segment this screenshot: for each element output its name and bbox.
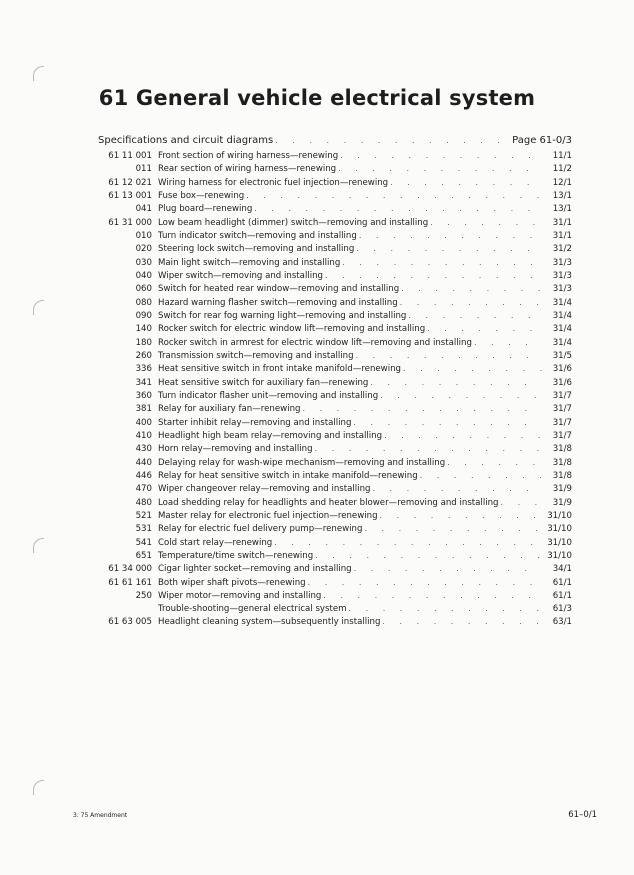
entry-page: 31/10 bbox=[547, 537, 572, 548]
leader-dots bbox=[306, 576, 542, 589]
contents-entry bbox=[98, 282, 572, 295]
entry-page: 31/10 bbox=[547, 510, 572, 521]
leader-dots bbox=[378, 509, 542, 522]
leader-dots bbox=[301, 402, 543, 415]
entry-number: 470 bbox=[135, 484, 152, 495]
entry-number: 440 bbox=[135, 457, 152, 468]
entry-number: 521 bbox=[135, 510, 152, 521]
leader-dots bbox=[347, 602, 542, 615]
entry-number: 011 bbox=[135, 164, 152, 175]
contents-entry bbox=[98, 562, 572, 575]
entry-title: Headlight high beam relay—removing and installing bbox=[158, 430, 383, 441]
contents-entry bbox=[98, 176, 572, 189]
entry-page: 31/3 bbox=[552, 270, 572, 281]
leader-dots bbox=[321, 589, 542, 602]
entry-title: Rocker switch for electric window lift—removing and installing bbox=[158, 324, 426, 335]
entry-number: 541 bbox=[135, 537, 152, 548]
leader-dots bbox=[340, 256, 542, 269]
entry-number: 260 bbox=[135, 350, 152, 361]
entry-number: 360 bbox=[135, 390, 152, 401]
contents-entry bbox=[98, 336, 572, 349]
contents-entry bbox=[98, 189, 572, 202]
contents-entry bbox=[98, 469, 572, 482]
entry-number: 060 bbox=[135, 284, 152, 295]
entry-title: Turn indicator switch—removing and installing bbox=[158, 230, 357, 241]
entry-number: 61 31 000 bbox=[108, 217, 152, 228]
contents-entry bbox=[98, 389, 572, 402]
entry-number: 61 61 161 bbox=[108, 577, 152, 588]
contents-entry bbox=[98, 349, 572, 362]
leader-dots bbox=[362, 522, 542, 535]
entry-page: 31/2 bbox=[552, 244, 572, 255]
leader-dots bbox=[368, 376, 542, 389]
contents-entry bbox=[98, 229, 572, 242]
punch-hole-mark bbox=[33, 300, 44, 315]
entry-page: 31/1 bbox=[552, 217, 572, 228]
entry-page: 31/3 bbox=[552, 257, 572, 268]
entry-number: 250 bbox=[135, 590, 152, 601]
entry-title: Steering lock switch—removing and installing bbox=[158, 244, 355, 255]
leader-dots bbox=[244, 189, 542, 202]
entry-number: 430 bbox=[135, 444, 152, 455]
entry-title: Wiper changeover relay—removing and installing bbox=[158, 484, 371, 495]
entry-title: Load shedding relay for headlights and heater blower—removing and installing bbox=[158, 497, 499, 508]
entry-page: 63/1 bbox=[552, 617, 572, 628]
contents-entry bbox=[98, 322, 572, 335]
entry-page: 61/1 bbox=[552, 590, 572, 601]
entry-page: 31/6 bbox=[552, 364, 572, 375]
contents-entry bbox=[98, 442, 572, 455]
entry-page: 31/1 bbox=[552, 230, 572, 241]
entry-title: Headlight cleaning system—subsequently installing bbox=[158, 617, 381, 628]
contents-entry bbox=[98, 482, 572, 495]
contents-entry bbox=[98, 429, 572, 442]
leader-dots bbox=[354, 242, 542, 255]
entry-number: 080 bbox=[135, 297, 152, 308]
entry-title: Trouble-shooting—general electrical system bbox=[158, 604, 347, 615]
entry-number: 61 63 005 bbox=[108, 617, 152, 628]
entry-number: 61 34 000 bbox=[108, 564, 152, 575]
entry-number: 020 bbox=[135, 244, 152, 255]
entry-number: 61 13 001 bbox=[108, 190, 152, 201]
contents-entry bbox=[98, 242, 572, 255]
entry-page: 31/7 bbox=[552, 390, 572, 401]
entry-title: Rear section of wiring harness—renewing bbox=[158, 164, 337, 175]
entry-page: 11/2 bbox=[552, 164, 572, 175]
entry-number: 180 bbox=[135, 337, 152, 348]
entry-title: Front section of wiring harness—renewing bbox=[158, 151, 339, 161]
leader-dots bbox=[406, 309, 542, 322]
entry-number: 090 bbox=[135, 310, 152, 321]
leader-dots bbox=[352, 562, 542, 575]
entry-number: 336 bbox=[135, 364, 152, 375]
entry-page: 13/1 bbox=[552, 204, 572, 215]
entry-page: 13/1 bbox=[552, 190, 572, 201]
contents-entry bbox=[98, 496, 572, 509]
contents-entry bbox=[98, 536, 572, 549]
entry-title: Switch for rear fog warning light—removing and installing bbox=[158, 310, 407, 321]
entry-number: 61 11 001 bbox=[108, 151, 152, 161]
entry-page: 31/7 bbox=[552, 430, 572, 441]
contents-entry bbox=[98, 589, 572, 602]
entry-title: Switch for heated rear window—removing and installing bbox=[158, 284, 400, 295]
entry-page: 31/3 bbox=[552, 284, 572, 295]
entry-title: Rocker switch in armrest for electric window lift—removing and installing bbox=[158, 337, 472, 348]
leader-dots bbox=[272, 536, 542, 549]
leader-dots bbox=[313, 549, 542, 562]
entry-number: 446 bbox=[135, 470, 152, 481]
entry-number: 140 bbox=[135, 324, 152, 335]
entry-page: 31/9 bbox=[552, 484, 572, 495]
page-title: 61 General vehicle electrical system bbox=[98, 86, 536, 110]
contents-entry bbox=[98, 309, 572, 322]
entry-page: 31/10 bbox=[547, 524, 572, 535]
leader-dots bbox=[499, 496, 543, 509]
entry-number: 040 bbox=[135, 270, 152, 281]
entry-title: Cigar lighter socket—removing and installing bbox=[158, 564, 352, 575]
contents-entry bbox=[98, 162, 572, 175]
leader-dots bbox=[388, 176, 542, 189]
entry-number: 531 bbox=[135, 524, 152, 535]
entry-number: 400 bbox=[135, 417, 152, 428]
entry-page: 61/1 bbox=[552, 577, 572, 588]
contents-entry bbox=[98, 269, 572, 282]
contents-entry bbox=[98, 522, 572, 535]
entry-number: 341 bbox=[135, 377, 152, 388]
entry-page: 31/8 bbox=[552, 444, 572, 455]
entry-number: 041 bbox=[135, 204, 152, 215]
contents-entry bbox=[98, 202, 572, 215]
leader-dots bbox=[323, 269, 542, 282]
entry-page: 12/1 bbox=[552, 177, 572, 188]
entry-title: Low beam headlight (dimmer) switch—removing and installing bbox=[158, 217, 429, 228]
contents-entry bbox=[98, 456, 572, 469]
punch-hole-mark bbox=[33, 538, 44, 553]
footer-page-number: 61–0/1 bbox=[568, 810, 597, 820]
contents-entry bbox=[98, 216, 572, 229]
entry-number: 480 bbox=[135, 497, 152, 508]
leader-dots bbox=[398, 296, 542, 309]
leader-dots bbox=[472, 336, 542, 349]
specifications-row bbox=[98, 134, 572, 148]
entry-page: 31/4 bbox=[552, 337, 572, 348]
entry-page: 31/4 bbox=[552, 297, 572, 308]
entry-number: 381 bbox=[135, 404, 152, 415]
entry-title: Relay for auxiliary fan—renewing bbox=[158, 404, 301, 415]
leader-dots bbox=[418, 469, 542, 482]
entry-title: Wiper motor—removing and installing bbox=[158, 590, 322, 601]
entry-page: 31/7 bbox=[552, 404, 572, 415]
entry-title: Delaying relay for wash-wipe mechanism—removing and installing bbox=[158, 457, 446, 468]
entry-title: Fuse box—renewing bbox=[158, 190, 245, 201]
entry-title: Both wiper shaft pivots—renewing bbox=[158, 577, 306, 588]
entry-title: Cold start relay—renewing bbox=[158, 537, 273, 548]
leader-dots bbox=[313, 442, 542, 455]
contents-entry bbox=[98, 549, 572, 562]
entry-title: Plug board—renewing bbox=[158, 204, 253, 215]
entry-page: 31/4 bbox=[552, 324, 572, 335]
contents-entry bbox=[98, 402, 572, 415]
contents-entry bbox=[98, 149, 572, 162]
entry-title: Main light switch—removing and installing bbox=[158, 257, 341, 268]
entry-number: 410 bbox=[135, 430, 152, 441]
entry-title: Hazard warning flasher switch—removing and installing bbox=[158, 297, 398, 308]
leader-dots bbox=[357, 229, 542, 242]
entry-title: Temperature/time switch—renewing bbox=[158, 550, 314, 561]
contents-entry bbox=[98, 602, 572, 615]
entry-title: Wiper switch—removing and installing bbox=[158, 270, 324, 281]
entry-page: 31/6 bbox=[552, 377, 572, 388]
contents-entry bbox=[98, 576, 572, 589]
entry-page: 31/10 bbox=[547, 550, 572, 561]
leader-dots bbox=[351, 416, 542, 429]
entry-title: Heat sensitive switch in front intake manifold—renewing bbox=[158, 364, 401, 375]
leader-dots bbox=[428, 216, 542, 229]
entry-number: 010 bbox=[135, 230, 152, 241]
leader-dots bbox=[273, 134, 510, 148]
leader-dots bbox=[336, 162, 542, 175]
leader-dots bbox=[252, 202, 542, 215]
entry-number: 61 12 021 bbox=[108, 177, 152, 188]
leader-dots bbox=[380, 615, 542, 628]
footer-amendment: 3. 75 Amendment bbox=[73, 812, 128, 819]
contents-entry bbox=[98, 376, 572, 389]
entry-title: Relay for heat sensitive switch in intake manifold—renewing bbox=[158, 470, 418, 481]
contents-entry bbox=[98, 362, 572, 375]
contents-entry bbox=[98, 509, 572, 522]
entry-page: 34/1 bbox=[552, 564, 572, 575]
leader-dots bbox=[399, 282, 542, 295]
entry-page: 31/8 bbox=[552, 470, 572, 481]
entry-title: Heat sensitive switch for auxiliary fan—renewing bbox=[158, 377, 369, 388]
contents-list bbox=[98, 149, 572, 629]
entry-title: Starter inhibit relay—removing and installing bbox=[158, 417, 352, 428]
contents-entry bbox=[98, 615, 572, 628]
entry-page: 11/1 bbox=[552, 151, 572, 161]
entry-title: Transmission switch—removing and installing bbox=[158, 350, 354, 361]
entry-page: 31/5 bbox=[552, 350, 572, 361]
entry-title: Turn indicator flasher unit—removing and installing bbox=[158, 390, 379, 401]
contents-entry bbox=[98, 416, 572, 429]
entry-number: 651 bbox=[135, 550, 152, 561]
entry-title: Horn relay—removing and installing bbox=[158, 444, 313, 455]
specifications-page: Page 61-0/3 bbox=[512, 135, 572, 146]
leader-dots bbox=[401, 362, 542, 375]
specifications-label: Specifications and circuit diagrams bbox=[98, 135, 274, 146]
entry-page: 31/7 bbox=[552, 417, 572, 428]
entry-title: Wiring harness for electronic fuel injection—renewing bbox=[158, 177, 389, 188]
leader-dots bbox=[445, 456, 542, 469]
contents-entry bbox=[98, 296, 572, 309]
punch-hole-mark bbox=[33, 780, 44, 795]
entry-page: 31/9 bbox=[552, 497, 572, 508]
entry-page: 31/8 bbox=[552, 457, 572, 468]
entry-title: Master relay for electronic fuel injection—renewing bbox=[158, 510, 378, 521]
leader-dots bbox=[382, 429, 542, 442]
entry-title: Relay for electric fuel delivery pump—renewing bbox=[158, 524, 363, 535]
contents-entry bbox=[98, 256, 572, 269]
entry-page: 61/3 bbox=[552, 604, 572, 615]
leader-dots bbox=[378, 389, 542, 402]
leader-dots bbox=[370, 482, 542, 495]
leader-dots bbox=[425, 322, 542, 335]
entry-page: 31/4 bbox=[552, 310, 572, 321]
entry-number: 030 bbox=[135, 257, 152, 268]
punch-hole-mark bbox=[33, 66, 44, 81]
leader-dots bbox=[338, 149, 542, 162]
leader-dots bbox=[354, 349, 542, 362]
